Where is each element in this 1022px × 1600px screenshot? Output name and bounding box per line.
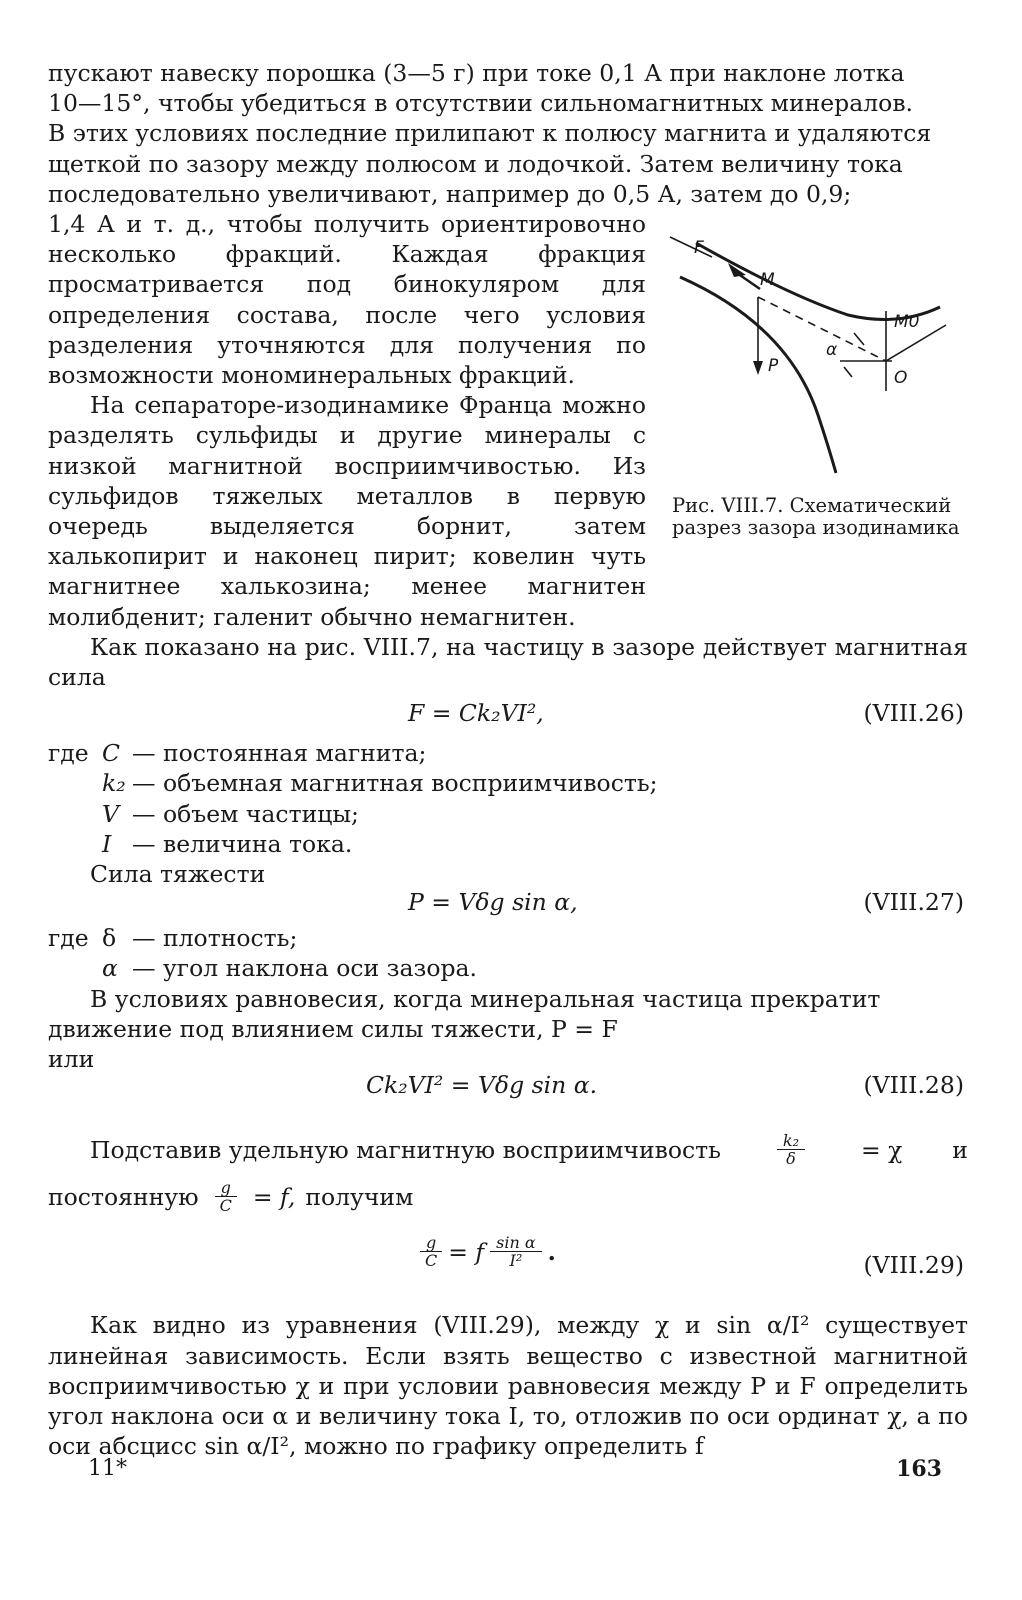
definition-row: k₂ — объемная магнитная восприимчивость; [102, 769, 658, 798]
page-body [48, 58, 968, 1461]
figure-viii-7 [668, 209, 968, 632]
fraction-k2-delta: $\frac{\text{k₂}}{\delta}$ [777, 1132, 805, 1167]
substitution-line: Подставив удельную магнитную восприимчивость $\frac{\text{k₂}}{\delta}$ = χ и [90, 1131, 968, 1169]
paragraph-5: Как видно из уравнения (VIII.29), между χ и sin α/I² существует линейная зависимость. Если взять вещество с известной магнитной восприимчивостью χ и при условии равновесия между P и F определить угол наклона оси α и величину тока I, то, отложив по оси ординат χ, а по оси абсцисс sin α/I², можно по графику определить f [48, 1311, 968, 1461]
label-o: O [894, 368, 908, 389]
alpha-arc-arrow-lower [844, 367, 852, 377]
paragraph-1-line-1: пускают навеску порошка (3—5 г) при токе 0,1 А при наклоне лотка [48, 59, 905, 87]
equation-viii-26 [48, 692, 968, 734]
paragraph-4-line-3: или [48, 1045, 95, 1074]
signature-mark: 11* [88, 1456, 127, 1481]
equation-viii-27 [48, 881, 968, 923]
equation-number-29: (VIII.29) [863, 1251, 964, 1280]
equation-viii-28 [48, 1064, 968, 1106]
definition-row: где C — постоянная магнита; [48, 739, 427, 768]
label-alpha: α [826, 340, 838, 361]
paragraph-1-line-2: 10—15°, чтобы убедиться в отсутствии сильномагнитных минералов. [48, 89, 914, 118]
formula-26: F = Ck₂VI², [408, 699, 544, 728]
text-with-figure [48, 209, 968, 632]
equation-number-27: (VIII.27) [863, 888, 964, 917]
definition-row: где δ — плотность; [48, 924, 298, 953]
gap-diagram [668, 215, 968, 485]
definitions-1 [48, 738, 968, 859]
equation-viii-29 [48, 1230, 968, 1300]
paragraph-1-continuation: 1,4 А и т. д., чтобы получить ориентировочно несколько фракций. Каждая фракция просматривается под бинокуляром для определения состава, после чего условия разделения уточняются для получения по возможности мономинеральных фракций. [48, 210, 646, 390]
paragraph-1-line-3: В этих условиях последние прилипают к полюсу магнита и удаляются [48, 119, 932, 148]
substitution-line-2: постоянную $\frac{g}{C}$ = f, получим [48, 1178, 414, 1216]
paragraph-2: На сепараторе-изодинамике Франца можно разделять сульфиды и другие минералы с низкой магнитной восприимчивостью. Из сульфидов тяжелых металлов в первую очередь выделяется борнит, затем халькопирит и наконец пирит; ковелин чуть магнитнее халькозина; менее магнитен молибденит; галенит обычно немагнитен. [48, 391, 646, 631]
definition-row: I — величина тока. [102, 829, 353, 858]
paragraph-1-line-4: щеткой по зазору между полюсом и лодочкой. Затем величину тока [48, 149, 903, 178]
formula-29: $\frac{g}{C}$ = f $\frac{\text{sin α}}{\text{I²}}$ . [414, 1234, 556, 1269]
paragraph-3: Как показано на рис. VIII.7, на частицу в зазоре действует магнитная сила [48, 632, 968, 692]
paragraph-1-line-5: последовательно увеличивают, например до 0,5 А, затем до 0,9; [48, 179, 852, 208]
equation-number-28: (VIII.28) [863, 1071, 964, 1100]
definitions-2 [48, 923, 968, 983]
label-m0: M0 [894, 312, 920, 333]
alpha-arc-arrow [854, 333, 864, 345]
definition-row: V — объем частицы; [102, 799, 359, 828]
formula-27: P = Vδg sin α, [408, 888, 578, 917]
paragraph-4-line-1: В условиях равновесия, когда минеральная частица прекратит [90, 984, 881, 1013]
definition-row: α — угол наклона оси зазора. [102, 954, 477, 983]
p-arrowhead [753, 361, 763, 375]
page-number: 163 [896, 1456, 942, 1482]
paragraph-4-line-2: движение под влиянием силы тяжести, P = F [48, 1014, 618, 1043]
label-m: M [760, 270, 775, 291]
label-f: F [694, 238, 704, 259]
equation-number-26: (VIII.26) [863, 699, 964, 728]
figure-caption: Рис. VIII.7. Схематический разрез зазора изодинамика [672, 494, 960, 540]
upper-pole-curve [696, 243, 940, 320]
label-p: P [768, 356, 779, 377]
page-footer [88, 1456, 942, 1482]
fraction-g-c: $\frac{g}{C}$ [215, 1179, 237, 1214]
gravity-intro: Сила тяжести [90, 860, 266, 889]
formula-28: Ck₂VI² = Vδg sin α. [366, 1071, 598, 1100]
